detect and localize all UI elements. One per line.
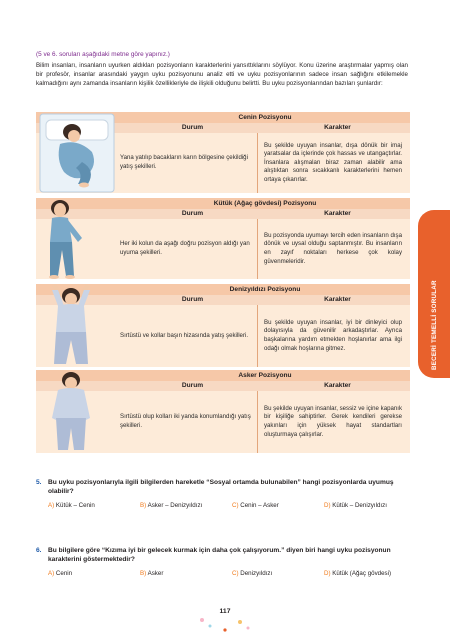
option-d[interactable] bbox=[324, 502, 387, 509]
question-6 bbox=[36, 546, 410, 564]
divider bbox=[257, 391, 258, 453]
question-number: 6. bbox=[36, 547, 42, 554]
option-letter: A) bbox=[48, 570, 55, 577]
col-state-header: Durum bbox=[181, 210, 204, 217]
col-character-header: Karakter bbox=[324, 296, 351, 303]
divider bbox=[257, 305, 258, 367]
option-text: Kütük (Ağaç gövdesi) bbox=[332, 570, 392, 577]
side-tab-label: BECERİ TEMELLİ SORULAR bbox=[431, 280, 438, 370]
question-text: Bu bilgilere göre “Kızıma iyi bir gelecek kurmak için daha çok çalışıyorum.” diyen biri hangi uyku pozisyonun karakterini göstermektedir? bbox=[48, 547, 391, 563]
instruction: (5 ve 6. soruları aşağıdaki metne göre yapınız.) bbox=[36, 51, 170, 58]
question-text: Bu uyku pozisyonlarıyla ilgili bilgilerden hareketle “Sosyal ortamda bulunabilen” hangi pozisyonlarda uyumuş olabilir? bbox=[48, 479, 394, 495]
option-a[interactable] bbox=[48, 570, 72, 577]
col-character-header: Karakter bbox=[324, 124, 351, 131]
col-character-header: Karakter bbox=[324, 210, 351, 217]
option-d[interactable] bbox=[324, 570, 391, 577]
option-text: Kütük – Denizyıldızı bbox=[332, 502, 387, 509]
option-text: Cenin – Asker bbox=[240, 502, 279, 509]
starfish-position-illustration bbox=[38, 282, 122, 368]
intro-paragraph: Bilim insanları, insanların uyurken aldıkları pozisyonların karakterlerini yansıttıklarını söylüyor. Konu üzerine araştırmalar yapmış olan bir profesör, insanlar arasındaki yaygın uyku pozisyonunu analiz etti ve uyku pozisyonlarının sadece insan sağlığını etkilemekle kalmadığını aynı zamanda insanların kişilik özellikleriyle de ilişkili olduğunu belirtti. Bu uyku pozisyonlarından bazıları şunlardır: bbox=[36, 62, 408, 87]
option-letter: D) bbox=[324, 502, 331, 509]
option-text: Denizyıldızı bbox=[240, 570, 273, 577]
option-letter: B) bbox=[140, 502, 147, 509]
position-character: Bu şekilde uyuyan insanlar, dışa dönük bir imaj yaratsalar da içlerinde çok hassas ve utangaçtırlar. İnsanlara alışmaları biraz zaman alabilir ama alıştıktan sonra sıcakkanlı karakterlerini hemen ortaya çıkarırlar. bbox=[264, 141, 402, 183]
position-state: Sırtüstü ve kollar başın hizasında yatış şekilleri. bbox=[120, 331, 249, 339]
option-text: Asker – Denizyıldızı bbox=[147, 502, 203, 509]
option-text: Asker bbox=[147, 570, 164, 577]
position-title: Denizyıldızı Pozisyonu bbox=[36, 284, 410, 295]
question-5 bbox=[36, 478, 410, 496]
option-b[interactable] bbox=[140, 502, 202, 509]
col-state-header: Durum bbox=[181, 382, 204, 389]
position-character: Bu şekilde uyuyan insanlar, iyi bir dinleyici olup dolayısıyla da güvenilir arkadaştırlar. Ayrıca başkalarına yardım etmekten hoşlanırlar ama ilgi odağı olmak hoşlarına gitmez. bbox=[264, 318, 402, 352]
option-letter: A) bbox=[48, 502, 55, 509]
position-character: Bu şekilde uyuyan insanlar, sessiz ve içine kapanık bir kişiliğe sahiptirler. Gerek kendileri gerekse yakınları için yüksek hayat standartları oluşturmaya çalışırlar. bbox=[264, 404, 402, 438]
divider bbox=[257, 133, 258, 193]
page-number: 117 bbox=[219, 608, 231, 615]
position-state: Sırtüstü olup kolları iki yanda konumlandığı yatış şekilleri. bbox=[120, 413, 251, 429]
option-text: Cenin bbox=[55, 570, 73, 577]
question-number: 5. bbox=[36, 479, 42, 486]
option-a[interactable] bbox=[48, 502, 95, 509]
option-text: Kütük – Cenin bbox=[55, 502, 95, 509]
option-b[interactable] bbox=[140, 570, 163, 577]
soldier-position-illustration bbox=[38, 368, 122, 454]
col-state-header: Durum bbox=[181, 124, 204, 131]
col-character-header: Karakter bbox=[324, 382, 351, 389]
log-position-illustration bbox=[38, 196, 122, 280]
option-c[interactable] bbox=[232, 502, 279, 509]
col-state-header: Durum bbox=[181, 296, 204, 303]
position-state: Her iki kolun da aşağı doğru pozisyon aldığı yan uyuma şekilleri. bbox=[120, 240, 250, 256]
position-state: Yana yatılıp bacakların karın bölgesine çekildiği yatış şekilleri. bbox=[120, 154, 248, 170]
option-letter: D) bbox=[324, 570, 331, 577]
divider bbox=[257, 219, 258, 279]
position-title: Cenin Pozisyonu bbox=[36, 112, 410, 123]
option-letter: C) bbox=[232, 570, 239, 577]
option-letter: B) bbox=[140, 570, 147, 577]
side-tab bbox=[418, 210, 450, 378]
option-letter: C) bbox=[232, 502, 239, 509]
position-character: Bu pozisyonda uyumayı tercih eden insanların dışa dönük ve uysal olduğu saptanmıştır. Bu insanların en zayıf noktaları herkese çok kolay güvenmeleridir. bbox=[264, 231, 402, 265]
option-c[interactable] bbox=[232, 570, 272, 577]
position-title: Kütük (Ağaç gövdesi) Pozisyonu bbox=[36, 198, 410, 209]
fetal-position-illustration bbox=[38, 112, 116, 194]
position-title: Asker Pozisyonu bbox=[36, 370, 410, 381]
